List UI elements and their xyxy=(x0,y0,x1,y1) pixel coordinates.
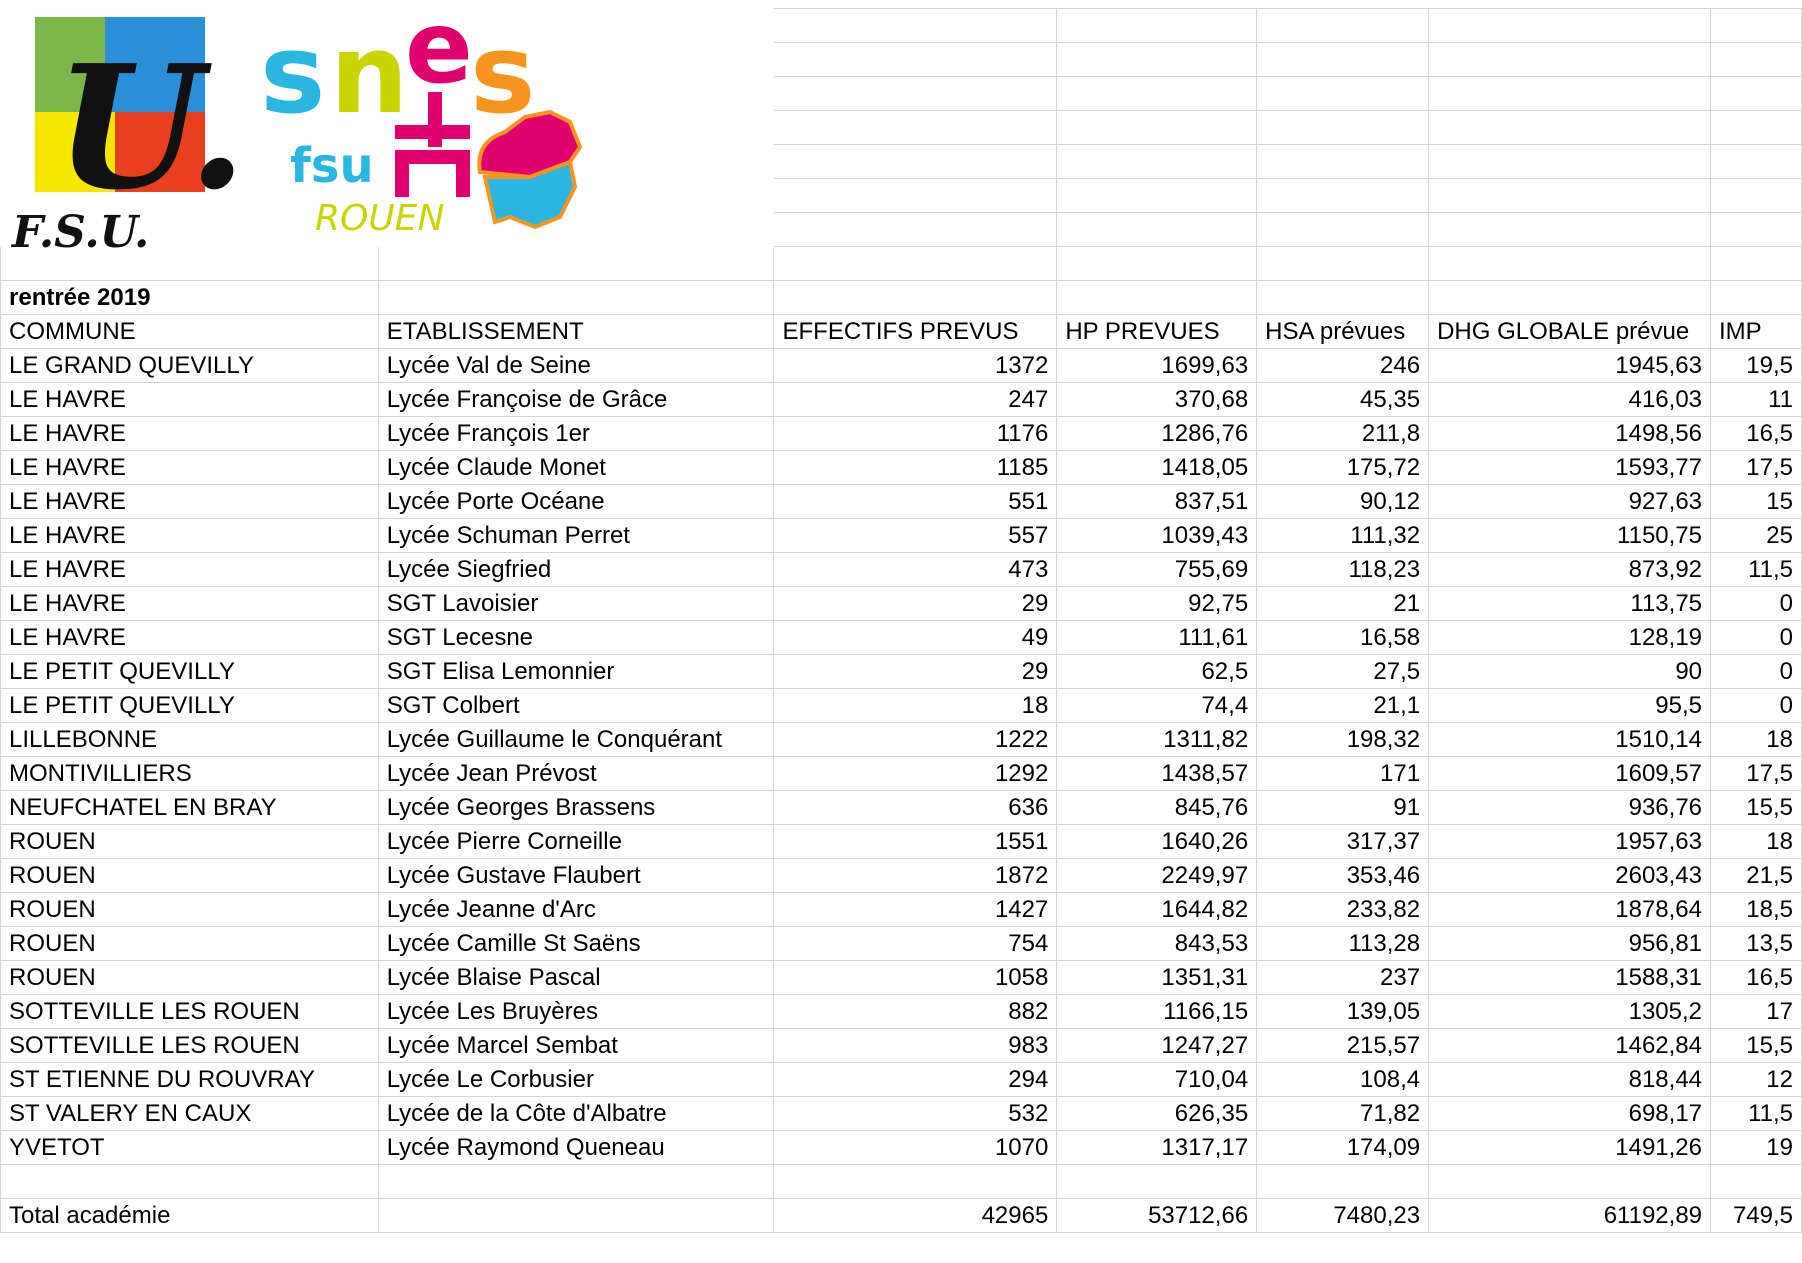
empty-cell[interactable] xyxy=(1057,43,1257,77)
table-cell[interactable]: Lycée Marcel Sembat xyxy=(378,1029,774,1063)
table-cell[interactable]: 74,4 xyxy=(1057,689,1257,723)
table-cell[interactable]: Lycée Gustave Flaubert xyxy=(378,859,774,893)
empty-cell[interactable] xyxy=(1257,247,1429,281)
table-row xyxy=(1,553,1802,587)
table-cell[interactable]: 18,5 xyxy=(1711,893,1802,927)
table-cell[interactable]: Lycée Jeanne d'Arc xyxy=(378,893,774,927)
table-cell[interactable]: 11 xyxy=(1711,383,1802,417)
table-cell[interactable]: Lycée Blaise Pascal xyxy=(378,961,774,995)
table-row xyxy=(1,689,1802,723)
table-cell[interactable]: 19 xyxy=(1711,1131,1802,1165)
table-cell[interactable]: 113,75 xyxy=(1429,587,1711,621)
table-cell[interactable]: LE PETIT QUEVILLY xyxy=(1,689,379,723)
table-cell[interactable]: 0 xyxy=(1711,655,1802,689)
table-cell[interactable]: 1498,56 xyxy=(1429,417,1711,451)
snes-letter-n: n xyxy=(330,10,409,138)
table-cell[interactable]: 17 xyxy=(1711,995,1802,1029)
table-cell[interactable]: LE PETIT QUEVILLY xyxy=(1,655,379,689)
table-cell[interactable]: YVETOT xyxy=(1,1131,379,1165)
table-cell[interactable]: 1305,2 xyxy=(1429,995,1711,1029)
table-cell[interactable]: SOTTEVILLE LES ROUEN xyxy=(1,1029,379,1063)
table-cell[interactable]: SGT Colbert xyxy=(378,689,774,723)
table-row xyxy=(1,927,1802,961)
table-cell[interactable]: 0 xyxy=(1711,587,1802,621)
table-cell[interactable]: NEUFCHATEL EN BRAY xyxy=(1,791,379,825)
total-row xyxy=(1,1199,1802,1233)
table-cell[interactable]: 27,5 xyxy=(1257,655,1429,689)
table-cell[interactable]: 237 xyxy=(1257,961,1429,995)
table-cell[interactable]: 1372 xyxy=(774,349,1057,383)
header-row xyxy=(1,315,1802,349)
table-cell[interactable]: MONTIVILLIERS xyxy=(1,757,379,791)
table-cell[interactable]: 95,5 xyxy=(1429,689,1711,723)
empty-cell[interactable] xyxy=(1057,145,1257,179)
table-cell[interactable]: 0 xyxy=(1711,621,1802,655)
table-cell[interactable]: 92,75 xyxy=(1057,587,1257,621)
table-cell[interactable]: 370,68 xyxy=(1057,383,1257,417)
table-cell[interactable]: 11,5 xyxy=(1711,553,1802,587)
empty-cell[interactable] xyxy=(774,9,1057,43)
table-cell[interactable]: 16,5 xyxy=(1711,961,1802,995)
table-cell[interactable]: 18 xyxy=(1711,723,1802,757)
table-row xyxy=(1,621,1802,655)
empty-cell[interactable] xyxy=(1429,281,1711,315)
table-row xyxy=(1,1131,1802,1165)
table-cell[interactable]: 174,09 xyxy=(1257,1131,1429,1165)
table-cell[interactable]: 1640,26 xyxy=(1057,825,1257,859)
table-cell[interactable]: 21,1 xyxy=(1257,689,1429,723)
table-row xyxy=(1,961,1802,995)
empty-cell[interactable] xyxy=(1057,1165,1257,1199)
table-cell[interactable]: 90 xyxy=(1429,655,1711,689)
table-cell[interactable]: 636 xyxy=(774,791,1057,825)
table-cell[interactable]: 416,03 xyxy=(1429,383,1711,417)
empty-cell[interactable] xyxy=(1429,111,1711,145)
snes-letter-s2: s xyxy=(470,10,536,138)
empty-row xyxy=(1,1165,1802,1199)
table-cell[interactable]: 1185 xyxy=(774,451,1057,485)
column-header[interactable]: IMP xyxy=(1711,315,1802,349)
table-cell[interactable]: 698,17 xyxy=(1429,1097,1711,1131)
empty-cell[interactable] xyxy=(1711,145,1802,179)
empty-cell[interactable] xyxy=(1711,179,1802,213)
table-cell[interactable]: LE GRAND QUEVILLY xyxy=(1,349,379,383)
table-row xyxy=(1,1063,1802,1097)
empty-cell[interactable] xyxy=(774,213,1057,247)
table-cell[interactable]: 1644,82 xyxy=(1057,893,1257,927)
table-cell[interactable]: 1070 xyxy=(774,1131,1057,1165)
empty-cell[interactable] xyxy=(1711,247,1802,281)
table-cell[interactable]: Lycée Camille St Saëns xyxy=(378,927,774,961)
table-cell[interactable]: 13,5 xyxy=(1711,927,1802,961)
table-cell[interactable]: 246 xyxy=(1257,349,1429,383)
empty-cell[interactable] xyxy=(1711,111,1802,145)
table-cell[interactable]: 0 xyxy=(1711,689,1802,723)
total-label[interactable]: Total académie xyxy=(1,1199,379,1233)
table-cell[interactable]: Lycée Raymond Queneau xyxy=(378,1131,774,1165)
empty-cell[interactable] xyxy=(1711,77,1802,111)
table-cell[interactable]: ST VALERY EN CAUX xyxy=(1,1097,379,1131)
table-cell[interactable]: 91 xyxy=(1257,791,1429,825)
empty-cell[interactable] xyxy=(1711,281,1802,315)
table-cell[interactable]: 62,5 xyxy=(1057,655,1257,689)
table-cell[interactable]: 1593,77 xyxy=(1429,451,1711,485)
empty-cell[interactable] xyxy=(1057,179,1257,213)
snes-letter-s1: s xyxy=(260,10,326,138)
table-cell[interactable]: 557 xyxy=(774,519,1057,553)
empty-cell[interactable] xyxy=(1257,179,1429,213)
table-cell[interactable]: SGT Lavoisier xyxy=(378,587,774,621)
empty-cell[interactable] xyxy=(1057,281,1257,315)
table-cell[interactable]: LILLEBONNE xyxy=(1,723,379,757)
empty-cell[interactable] xyxy=(1057,111,1257,145)
table-cell[interactable]: 1176 xyxy=(774,417,1057,451)
empty-cell[interactable] xyxy=(774,247,1057,281)
table-cell[interactable]: 29 xyxy=(774,587,1057,621)
empty-cell[interactable] xyxy=(1711,9,1802,43)
table-row xyxy=(1,383,1802,417)
table-cell[interactable]: 18 xyxy=(774,689,1057,723)
empty-cell[interactable] xyxy=(1057,213,1257,247)
empty-cell[interactable] xyxy=(1429,1165,1711,1199)
table-cell[interactable]: Lycée Les Bruyères xyxy=(378,995,774,1029)
table-cell[interactable]: Lycée Pierre Corneille xyxy=(378,825,774,859)
table-cell[interactable]: 111,32 xyxy=(1257,519,1429,553)
empty-cell[interactable] xyxy=(1057,77,1257,111)
table-row xyxy=(1,655,1802,689)
table-cell[interactable]: 1699,63 xyxy=(1057,349,1257,383)
table-cell[interactable]: 118,23 xyxy=(1257,553,1429,587)
table-cell[interactable]: 90,12 xyxy=(1257,485,1429,519)
table-cell[interactable]: 113,28 xyxy=(1257,927,1429,961)
table-cell[interactable]: 25 xyxy=(1711,519,1802,553)
table-cell[interactable]: Lycée de la Côte d'Albatre xyxy=(378,1097,774,1131)
table-cell[interactable]: 29 xyxy=(774,655,1057,689)
table-cell[interactable]: 1551 xyxy=(774,825,1057,859)
table-cell[interactable]: LE HAVRE xyxy=(1,587,379,621)
table-cell[interactable]: 845,76 xyxy=(1057,791,1257,825)
table-cell[interactable]: 15,5 xyxy=(1711,791,1802,825)
table-cell[interactable]: 956,81 xyxy=(1429,927,1711,961)
table-row xyxy=(1,893,1802,927)
total-cell[interactable]: 749,5 xyxy=(1711,1199,1802,1233)
rouen-text: ROUEN xyxy=(315,198,445,239)
table-cell[interactable]: 21 xyxy=(1257,587,1429,621)
fsu-small-text: fsu xyxy=(290,138,374,194)
table-row xyxy=(1,859,1802,893)
table-cell[interactable]: 171 xyxy=(1257,757,1429,791)
empty-cell[interactable] xyxy=(1257,111,1429,145)
table-cell[interactable]: 12 xyxy=(1711,1063,1802,1097)
table-cell[interactable]: 139,05 xyxy=(1257,995,1429,1029)
table-cell[interactable]: 1317,17 xyxy=(1057,1131,1257,1165)
table-cell[interactable]: 21,5 xyxy=(1711,859,1802,893)
table-cell[interactable]: LE HAVRE xyxy=(1,621,379,655)
table-cell[interactable]: ROUEN xyxy=(1,859,379,893)
table-cell[interactable]: 108,4 xyxy=(1257,1063,1429,1097)
table-cell[interactable]: 1462,84 xyxy=(1429,1029,1711,1063)
column-header[interactable]: DHG GLOBALE prévue xyxy=(1429,315,1711,349)
empty-cell[interactable] xyxy=(378,281,774,315)
table-row xyxy=(1,757,1802,791)
table-row xyxy=(1,1029,1802,1063)
table-cell[interactable]: 18 xyxy=(1711,825,1802,859)
fsu-logo xyxy=(10,12,247,262)
table-cell[interactable]: ST ETIENNE DU ROUVRAY xyxy=(1,1063,379,1097)
table-cell[interactable]: 1878,64 xyxy=(1429,893,1711,927)
table-row xyxy=(1,451,1802,485)
table-cell[interactable]: 1058 xyxy=(774,961,1057,995)
table-row xyxy=(1,825,1802,859)
total-cell[interactable]: 61192,89 xyxy=(1429,1199,1711,1233)
table-cell[interactable]: LE HAVRE xyxy=(1,451,379,485)
table-row xyxy=(1,1097,1802,1131)
table-cell[interactable]: 1510,14 xyxy=(1429,723,1711,757)
table-cell[interactable]: Lycée Jean Prévost xyxy=(378,757,774,791)
table-cell[interactable]: ROUEN xyxy=(1,893,379,927)
table-cell[interactable]: 1438,57 xyxy=(1057,757,1257,791)
table-cell[interactable]: Lycée Siegfried xyxy=(378,553,774,587)
table-row xyxy=(1,519,1802,553)
column-header[interactable]: ETABLISSEMENT xyxy=(378,315,774,349)
empty-cell[interactable] xyxy=(1429,145,1711,179)
table-cell[interactable]: SGT Elisa Lemonnier xyxy=(378,655,774,689)
table-cell[interactable]: 1945,63 xyxy=(1429,349,1711,383)
column-header[interactable]: COMMUNE xyxy=(1,315,379,349)
table-cell[interactable]: 17,5 xyxy=(1711,451,1802,485)
table-cell[interactable]: 211,8 xyxy=(1257,417,1429,451)
empty-cell[interactable] xyxy=(1257,281,1429,315)
table-cell[interactable]: ROUEN xyxy=(1,825,379,859)
table-row xyxy=(1,723,1802,757)
table-cell[interactable]: SGT Lecesne xyxy=(378,621,774,655)
table-cell[interactable]: 111,61 xyxy=(1057,621,1257,655)
table-cell[interactable]: 45,35 xyxy=(1257,383,1429,417)
table-cell[interactable]: 294 xyxy=(774,1063,1057,1097)
snes-logo xyxy=(260,0,650,262)
table-cell[interactable]: Lycée Porte Océane xyxy=(378,485,774,519)
table-cell[interactable]: 1609,57 xyxy=(1429,757,1711,791)
empty-cell[interactable] xyxy=(1711,43,1802,77)
empty-cell[interactable] xyxy=(1429,247,1711,281)
empty-cell[interactable] xyxy=(1257,213,1429,247)
title-row xyxy=(1,281,1802,315)
table-cell[interactable]: 1588,31 xyxy=(1429,961,1711,995)
total-cell[interactable]: 7480,23 xyxy=(1257,1199,1429,1233)
table-row xyxy=(1,791,1802,825)
table-cell[interactable]: 71,82 xyxy=(1257,1097,1429,1131)
table-cell[interactable]: 1222 xyxy=(774,723,1057,757)
table-cell[interactable]: 1491,26 xyxy=(1429,1131,1711,1165)
column-header[interactable]: HP PREVUES xyxy=(1057,315,1257,349)
sheet-title[interactable]: rentrée 2019 xyxy=(1,281,379,315)
table-cell[interactable]: 818,44 xyxy=(1429,1063,1711,1097)
table-cell[interactable]: 882 xyxy=(774,995,1057,1029)
table-cell[interactable]: LE HAVRE xyxy=(1,383,379,417)
table-cell[interactable]: 710,04 xyxy=(1057,1063,1257,1097)
table-cell[interactable]: 755,69 xyxy=(1057,553,1257,587)
empty-cell[interactable] xyxy=(774,145,1057,179)
empty-cell[interactable] xyxy=(1429,43,1711,77)
total-cell[interactable] xyxy=(378,1199,774,1233)
table-cell[interactable]: 1286,76 xyxy=(1057,417,1257,451)
table-cell[interactable]: 247 xyxy=(774,383,1057,417)
table-cell[interactable]: 128,19 xyxy=(1429,621,1711,655)
empty-cell[interactable] xyxy=(774,1165,1057,1199)
table-row xyxy=(1,485,1802,519)
table-cell[interactable]: 11,5 xyxy=(1711,1097,1802,1131)
table-cell[interactable]: 1427 xyxy=(774,893,1057,927)
table-cell[interactable]: 1311,82 xyxy=(1057,723,1257,757)
table-cell[interactable]: 626,35 xyxy=(1057,1097,1257,1131)
empty-cell[interactable] xyxy=(378,1165,774,1199)
table-cell[interactable]: LE HAVRE xyxy=(1,519,379,553)
table-cell[interactable]: 1292 xyxy=(774,757,1057,791)
table-cell[interactable]: 1872 xyxy=(774,859,1057,893)
table-cell[interactable]: 1039,43 xyxy=(1057,519,1257,553)
table-cell[interactable]: SOTTEVILLE LES ROUEN xyxy=(1,995,379,1029)
table-cell[interactable]: 16,58 xyxy=(1257,621,1429,655)
table-cell[interactable]: 1351,31 xyxy=(1057,961,1257,995)
table-cell[interactable]: 198,32 xyxy=(1257,723,1429,757)
empty-cell[interactable] xyxy=(1429,9,1711,43)
table-cell[interactable]: 873,92 xyxy=(1429,553,1711,587)
table-cell[interactable]: 551 xyxy=(774,485,1057,519)
table-cell[interactable]: 473 xyxy=(774,553,1057,587)
table-cell[interactable]: 15 xyxy=(1711,485,1802,519)
empty-cell[interactable] xyxy=(1711,213,1802,247)
empty-cell[interactable] xyxy=(1257,145,1429,179)
empty-cell[interactable] xyxy=(774,179,1057,213)
table-cell[interactable]: 1150,75 xyxy=(1429,519,1711,553)
column-header[interactable]: EFFECTIFS PREVUS xyxy=(774,315,1057,349)
empty-cell[interactable] xyxy=(1429,179,1711,213)
table-cell[interactable]: 983 xyxy=(774,1029,1057,1063)
empty-cell[interactable] xyxy=(1429,213,1711,247)
table-cell[interactable]: 19,5 xyxy=(1711,349,1802,383)
table-cell[interactable]: 1247,27 xyxy=(1057,1029,1257,1063)
table-cell[interactable]: 1166,15 xyxy=(1057,995,1257,1029)
table-cell[interactable]: Lycée Guillaume le Conquérant xyxy=(378,723,774,757)
table-cell[interactable]: Lycée Le Corbusier xyxy=(378,1063,774,1097)
table-cell[interactable]: 353,46 xyxy=(1257,859,1429,893)
table-cell[interactable]: 175,72 xyxy=(1257,451,1429,485)
empty-cell[interactable] xyxy=(1711,1165,1802,1199)
empty-cell[interactable] xyxy=(1257,9,1429,43)
table-cell[interactable]: 1957,63 xyxy=(1429,825,1711,859)
empty-cell[interactable] xyxy=(774,43,1057,77)
empty-cell[interactable] xyxy=(774,77,1057,111)
table-row xyxy=(1,417,1802,451)
table-row xyxy=(1,995,1802,1029)
table-cell[interactable]: 927,63 xyxy=(1429,485,1711,519)
table-cell[interactable]: LE HAVRE xyxy=(1,485,379,519)
table-cell[interactable]: 936,76 xyxy=(1429,791,1711,825)
empty-cell[interactable] xyxy=(1429,77,1711,111)
empty-cell[interactable] xyxy=(1,1165,379,1199)
table-cell[interactable]: Lycée François 1er xyxy=(378,417,774,451)
table-cell[interactable]: 49 xyxy=(774,621,1057,655)
table-cell[interactable]: 215,57 xyxy=(1257,1029,1429,1063)
table-cell[interactable]: 15,5 xyxy=(1711,1029,1802,1063)
table-cell[interactable]: Lycée Schuman Perret xyxy=(378,519,774,553)
table-cell[interactable]: 17,5 xyxy=(1711,757,1802,791)
table-cell[interactable]: 532 xyxy=(774,1097,1057,1131)
table-cell[interactable]: ROUEN xyxy=(1,961,379,995)
u-letter: U. xyxy=(55,28,247,228)
fsu-text: F.S.U. xyxy=(12,207,150,258)
table-cell[interactable]: Lycée Claude Monet xyxy=(378,451,774,485)
table-cell[interactable]: Lycée Georges Brassens xyxy=(378,791,774,825)
table-cell[interactable]: 754 xyxy=(774,927,1057,961)
table-cell[interactable]: LE HAVRE xyxy=(1,553,379,587)
total-cell[interactable]: 42965 xyxy=(774,1199,1057,1233)
table-row xyxy=(1,587,1802,621)
empty-cell[interactable] xyxy=(1257,43,1429,77)
column-header[interactable]: HSA prévues xyxy=(1257,315,1429,349)
empty-cell[interactable] xyxy=(774,111,1057,145)
empty-cell[interactable] xyxy=(774,281,1057,315)
table-cell[interactable]: 1418,05 xyxy=(1057,451,1257,485)
empty-cell[interactable] xyxy=(1057,247,1257,281)
snes-letter-e: e xyxy=(405,0,473,106)
table-cell[interactable]: Lycée Val de Seine xyxy=(378,349,774,383)
table-cell[interactable]: 2603,43 xyxy=(1429,859,1711,893)
table-cell[interactable]: 843,53 xyxy=(1057,927,1257,961)
table-cell[interactable]: LE HAVRE xyxy=(1,417,379,451)
table-cell[interactable]: ROUEN xyxy=(1,927,379,961)
table-cell[interactable]: 16,5 xyxy=(1711,417,1802,451)
total-cell[interactable]: 53712,66 xyxy=(1057,1199,1257,1233)
table-cell[interactable]: 2249,97 xyxy=(1057,859,1257,893)
empty-cell[interactable] xyxy=(1057,9,1257,43)
empty-cell[interactable] xyxy=(1257,77,1429,111)
table-cell[interactable]: 317,37 xyxy=(1257,825,1429,859)
empty-cell[interactable] xyxy=(1257,1165,1429,1199)
table-cell[interactable]: 837,51 xyxy=(1057,485,1257,519)
table-cell[interactable]: 233,82 xyxy=(1257,893,1429,927)
table-cell[interactable]: Lycée Françoise de Grâce xyxy=(378,383,774,417)
table-row xyxy=(1,349,1802,383)
